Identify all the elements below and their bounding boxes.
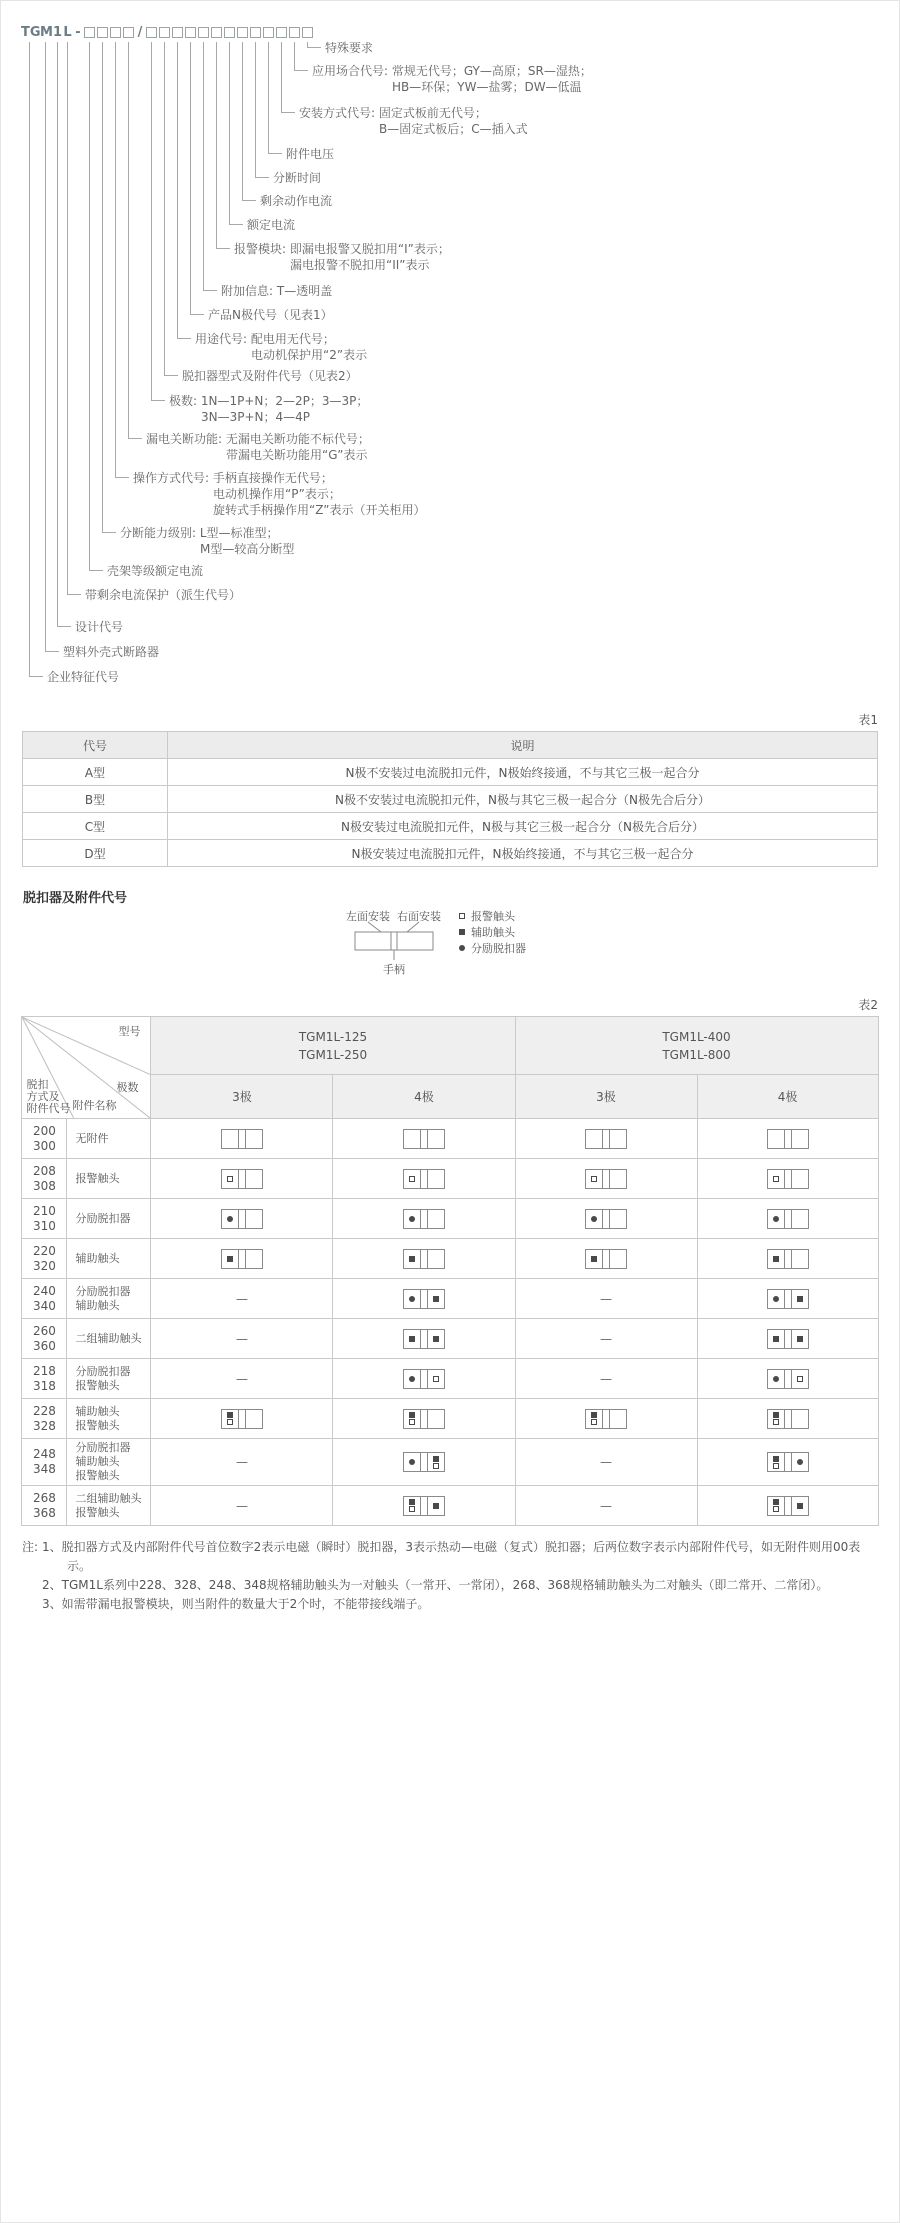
trip-code-cell: 260 360 (22, 1319, 67, 1359)
shunt-release-symbol (797, 1459, 803, 1465)
model-code-char: TG (21, 25, 41, 40)
leader-line (203, 42, 217, 291)
table2-row (22, 1486, 878, 1526)
auxiliary-contact-symbol (433, 1296, 439, 1302)
shunt-release-symbol (409, 1376, 415, 1382)
code-position-label: 分断能力级别: L型—标准型； M型—较高分断型 (120, 526, 295, 556)
table1-row (23, 813, 878, 840)
handle-slot (420, 1250, 428, 1268)
alarm-contact-symbol (773, 1506, 779, 1512)
type-description-cell: N极不安装过电流脱扣元件，N极与其它三极一起合分（N极先合后分） (168, 786, 878, 813)
handle-slot (784, 1210, 792, 1228)
accessory-name-cell: 二组辅助触头 (67, 1319, 151, 1359)
accessory-section-heading: 脱扣器及附件代号 (23, 891, 128, 906)
alarm-contact-symbol (433, 1463, 439, 1469)
code-digit-box (289, 27, 300, 38)
shunt-release-symbol (459, 945, 465, 951)
handle-slot (784, 1330, 792, 1348)
poles-header: 3极 (151, 1075, 333, 1119)
auxiliary-contact-symbol (459, 929, 465, 935)
model-code-line (21, 25, 313, 40)
leader-line (242, 42, 256, 201)
handle-slot (602, 1210, 610, 1228)
accessory-position-diagram (403, 1496, 445, 1516)
configuration-cell (333, 1199, 515, 1239)
accessory-position-diagram (585, 1209, 627, 1229)
handle-slot (602, 1170, 610, 1188)
leader-line (307, 42, 321, 48)
handle-slot (238, 1170, 246, 1188)
notes-section (22, 1538, 878, 1614)
code-digit-box (185, 27, 196, 38)
code-position-label: 附加信息: T—透明盖 (221, 284, 333, 298)
auxiliary-contact-symbol (591, 1256, 597, 1262)
note-item: 2、TGM1L系列中228、328、248、348规格辅助触头为一对触头（一常开、一常闭），268、368规格辅助触头为二对触头（即二常开、二常闭）。 (42, 1578, 829, 1592)
shunt-release-symbol (227, 1216, 233, 1222)
shunt-release-symbol (409, 1459, 415, 1465)
accessory-position-diagram (221, 1249, 263, 1269)
configuration-cell: — (515, 1439, 697, 1486)
configuration-cell (697, 1359, 878, 1399)
configuration-cell (333, 1119, 515, 1159)
alarm-contact-symbol (591, 1176, 597, 1182)
configuration-cell (515, 1239, 697, 1279)
handle-slot (420, 1170, 428, 1188)
code-digit-box (263, 27, 274, 38)
code-position-label: 产品N极代号（见表1） (208, 308, 333, 322)
left-install-label: 左面安装 (346, 910, 390, 923)
configuration-cell (697, 1119, 878, 1159)
handle-slot (420, 1497, 428, 1515)
accessory-position-diagram (585, 1249, 627, 1269)
configuration-cell (333, 1279, 515, 1319)
auxiliary-contact-symbol (433, 1336, 439, 1342)
accessory-position-diagram (221, 1129, 263, 1149)
configuration-cell (151, 1199, 333, 1239)
legend-label: 分励脱扣器 (471, 942, 526, 955)
accessory-name-cell: 辅助触头 (67, 1239, 151, 1279)
alarm-contact-symbol (773, 1463, 779, 1469)
shunt-release-symbol (773, 1216, 779, 1222)
configuration-cell: — (151, 1439, 333, 1486)
code-digit-box (172, 27, 183, 38)
code-position-label: 设计代号 (75, 620, 124, 634)
handle-slot (602, 1130, 610, 1148)
code-digit-box (224, 27, 235, 38)
accessory-position-diagram (221, 1169, 263, 1189)
code-position-label: 额定电流 (247, 218, 296, 232)
code-position-label: 报警模块: 即漏电报警又脱扣用“I”表示； 漏电报警不脱扣用“II”表示 (234, 242, 450, 272)
model-group-header: TGM1L-400 TGM1L-800 (515, 1017, 878, 1075)
code-position-label: 安装方式代号: 固定式板前无代号； B—固定式板后；C—插入式 (299, 106, 528, 136)
code-position-label: 塑料外壳式断路器 (63, 645, 160, 659)
type-code-cell: B型 (23, 786, 168, 813)
table2-row (22, 1279, 878, 1319)
accessory-position-diagram (767, 1369, 809, 1389)
configuration-cell (697, 1399, 878, 1439)
accessory-position-diagram (585, 1169, 627, 1189)
poles-header: 3极 (515, 1075, 697, 1119)
type-code-cell: A型 (23, 759, 168, 786)
auxiliary-contact-symbol (227, 1256, 233, 1262)
configuration-cell (151, 1119, 333, 1159)
leader-line (294, 42, 308, 71)
accessory-position-diagram (767, 1249, 809, 1269)
accessory-position-diagram (403, 1169, 445, 1189)
code-position-label: 附件电压 (286, 147, 335, 161)
table2-row (22, 1439, 878, 1486)
leader-line (151, 42, 165, 401)
leader-line (281, 42, 295, 113)
alarm-contact-symbol (773, 1419, 779, 1425)
accessory-position-diagram (403, 1409, 445, 1429)
accessory-position-diagram (403, 1209, 445, 1229)
accessory-position-diagram (403, 1452, 445, 1472)
configuration-cell: — (151, 1486, 333, 1526)
notes-label: 注: (22, 1540, 39, 1554)
code-position-label: 特殊要求 (325, 41, 374, 55)
alarm-contact-symbol (459, 913, 465, 919)
configuration-cell (151, 1239, 333, 1279)
model-group-header: TGM1L-125 TGM1L-250 (151, 1017, 515, 1075)
auxiliary-contact-symbol (433, 1456, 439, 1462)
handle-slot (784, 1453, 792, 1471)
shunt-release-symbol (409, 1216, 415, 1222)
auxiliary-contact-symbol (433, 1503, 439, 1509)
code-position-label: 漏电关断功能: 无漏电关断功能不标代号； 带漏电关断功能用“G”表示 (146, 432, 370, 462)
table2-row (22, 1399, 878, 1439)
handle-slot (784, 1497, 792, 1515)
code-digit-box (110, 27, 121, 38)
configuration-cell (697, 1199, 878, 1239)
auxiliary-contact-symbol (773, 1499, 779, 1505)
handle-slot (238, 1130, 246, 1148)
alarm-contact-symbol (773, 1176, 779, 1182)
configuration-cell (697, 1159, 878, 1199)
trip-code-cell: 200 300 (22, 1119, 67, 1159)
code-digit-box (146, 27, 157, 38)
handle-slot (784, 1410, 792, 1428)
code-position-label: 壳架等级额定电流 (107, 564, 204, 578)
code-position-label: 极数: 1N—1P+N；2—2P；3—3P； 3N—3P+N；4—4P (169, 394, 369, 424)
code-position-label: 带剩余电流保护（派生代号） (85, 588, 242, 602)
accessory-position-diagram (767, 1409, 809, 1429)
auxiliary-contact-symbol (773, 1456, 779, 1462)
auxiliary-contact-symbol (797, 1296, 803, 1302)
poles-header: 4极 (333, 1075, 515, 1119)
accessory-position-diagram (767, 1169, 809, 1189)
symbol-legend (459, 908, 526, 956)
right-install-label: 右面安装 (397, 910, 441, 923)
leader-line (45, 42, 59, 652)
trip-code-cell: 240 340 (22, 1279, 67, 1319)
accessory-name-cell: 分励脱扣器 辅助触头 (67, 1279, 151, 1319)
code-digit-box (159, 27, 170, 38)
leader-line (164, 42, 178, 376)
configuration-cell: — (515, 1279, 697, 1319)
trip-code-cell: 268 368 (22, 1486, 67, 1526)
table2-row (22, 1119, 878, 1159)
accessory-position-diagram (403, 1289, 445, 1309)
leader-line (190, 42, 204, 315)
accessory-position-diagram (585, 1409, 627, 1429)
handle-slot (784, 1290, 792, 1308)
table1-header-desc: 说明 (168, 732, 878, 759)
breaker-top-view-drawing (341, 908, 451, 992)
handle-slot (420, 1130, 428, 1148)
configuration-cell: — (515, 1486, 697, 1526)
trip-accessory-code-table (21, 1016, 878, 1526)
configuration-cell (333, 1359, 515, 1399)
install-position-diagram (341, 908, 899, 992)
note-items (42, 1538, 878, 1614)
configuration-cell (333, 1159, 515, 1199)
accessory-position-diagram (767, 1496, 809, 1516)
alarm-contact-symbol (797, 1376, 803, 1382)
table2-model-row (22, 1017, 878, 1075)
configuration-cell: — (151, 1359, 333, 1399)
handle-slot (420, 1410, 428, 1428)
accessory-position-diagram (767, 1452, 809, 1472)
accessory-position-diagram (767, 1329, 809, 1349)
handle-slot (420, 1330, 428, 1348)
configuration-cell (515, 1399, 697, 1439)
leader-line (229, 42, 243, 225)
leader-line (268, 42, 282, 154)
type-code-cell: D型 (23, 840, 168, 867)
auxiliary-contact-symbol (591, 1412, 597, 1418)
accessory-position-diagram (767, 1129, 809, 1149)
configuration-cell (333, 1239, 515, 1279)
table2-row (22, 1159, 878, 1199)
note-item: 3、如需带漏电报警模块，则当附件的数量大于2个时，不能带接线端子。 (42, 1597, 430, 1611)
table2-row (22, 1359, 878, 1399)
code-digit-box (198, 27, 209, 38)
accessory-position-diagram (403, 1129, 445, 1149)
configuration-cell: — (151, 1279, 333, 1319)
code-digit-box (237, 27, 248, 38)
accessory-position-diagram (403, 1329, 445, 1349)
code-position-label: 分断时间 (273, 171, 322, 185)
handle-label: 手柄 (383, 963, 405, 976)
handle-slot (420, 1290, 428, 1308)
configuration-cell (515, 1199, 697, 1239)
auxiliary-contact-symbol (409, 1412, 415, 1418)
trip-code-cell: 218 318 (22, 1359, 67, 1399)
code-position-label: 用途代号: 配电用无代号； 电动机保护用“2”表示 (195, 332, 368, 362)
shunt-release-symbol (591, 1216, 597, 1222)
alarm-contact-symbol (409, 1419, 415, 1425)
type-description-cell: N极安装过电流脱扣元件，N极与其它三极一起合分（N极先合后分） (168, 813, 878, 840)
note-item: 1、脱扣器方式及内部附件代号首位数字2表示电磁（瞬时）脱扣器，3表示热动—电磁（复式）脱扣器；后两位数字表示内部附件代号，如无附件则用00表示。 (42, 1540, 861, 1573)
table2-tag: 表2 (858, 998, 878, 1012)
accessory-position-diagram (403, 1249, 445, 1269)
auxiliary-contact-symbol (773, 1412, 779, 1418)
accessory-position-diagram (767, 1289, 809, 1309)
table1-header-code: 代号 (23, 732, 168, 759)
accessory-name-cell: 二组辅助触头 报警触头 (67, 1486, 151, 1526)
leader-line (89, 42, 103, 571)
trip-code-cell: 210 310 (22, 1199, 67, 1239)
auxiliary-contact-symbol (773, 1256, 779, 1262)
leader-line (57, 42, 71, 627)
corner-model-label: 型号 (118, 1025, 141, 1038)
table2-corner-cell (22, 1017, 151, 1119)
table1-tag: 表1 (858, 713, 878, 727)
code-position-label: 企业特征代号 (47, 670, 120, 684)
accessory-name-cell: 报警触头 (67, 1159, 151, 1199)
code-digit-box (302, 27, 313, 38)
trip-code-cell: 248 348 (22, 1439, 67, 1486)
handle-slot (784, 1130, 792, 1148)
handle-slot (420, 1370, 428, 1388)
alarm-contact-symbol (409, 1176, 415, 1182)
legend-alarm-contact (459, 908, 526, 924)
accessory-name-cell: 分励脱扣器 辅助触头 报警触头 (67, 1439, 151, 1486)
legend-label: 辅助触头 (471, 926, 515, 939)
table1-row (23, 840, 878, 867)
handle-slot (602, 1410, 610, 1428)
handle-slot (238, 1410, 246, 1428)
alarm-contact-symbol (591, 1419, 597, 1425)
model-code-char: M (40, 25, 53, 40)
accessory-name-cell: 无附件 (67, 1119, 151, 1159)
code-position-label: 脱扣器型式及附件代号（见表2） (182, 369, 358, 383)
code-position-label: 应用场合代号: 常规无代号；GY—高原；SR—湿热； HB—环保；YW—盐雾；DW—低温 (312, 64, 592, 94)
table1-row (23, 786, 878, 813)
alarm-contact-symbol (409, 1506, 415, 1512)
handle-slot (238, 1250, 246, 1268)
model-code-char: 1 (53, 25, 63, 40)
handle-slot (784, 1170, 792, 1188)
configuration-cell: — (515, 1319, 697, 1359)
shunt-release-symbol (773, 1376, 779, 1382)
configuration-cell (697, 1439, 878, 1486)
trip-code-cell: 208 308 (22, 1159, 67, 1199)
legend-label: 报警触头 (471, 910, 515, 923)
handle-slot (602, 1250, 610, 1268)
model-designation-diagram (1, 1, 899, 707)
shunt-release-symbol (409, 1296, 415, 1302)
leader-line (115, 42, 129, 478)
leader-line (177, 42, 191, 339)
n-pole-type-table (22, 731, 878, 867)
auxiliary-contact-symbol (409, 1499, 415, 1505)
model-code-char: L (63, 25, 72, 40)
handle-slot (238, 1210, 246, 1228)
poles-header: 4极 (697, 1075, 878, 1119)
code-position-label: 操作方式代号: 手柄直接操作无代号； 电动机操作用“P”表示； 旋转式手柄操作用“Z”表示（开关柜用） (133, 471, 426, 517)
accessory-name-cell: 分励脱扣器 (67, 1199, 151, 1239)
configuration-cell: — (515, 1359, 697, 1399)
code-digit-box (211, 27, 222, 38)
accessory-position-diagram (403, 1369, 445, 1389)
accessory-name-cell: 分励脱扣器 报警触头 (67, 1359, 151, 1399)
leader-line (102, 42, 116, 533)
configuration-cell (151, 1399, 333, 1439)
configuration-cell (697, 1279, 878, 1319)
code-digit-box (276, 27, 287, 38)
code-digit-box (84, 27, 95, 38)
model-code-char: - (75, 25, 81, 40)
code-digit-box (123, 27, 134, 38)
auxiliary-contact-symbol (409, 1336, 415, 1342)
accessory-name-cell: 辅助触头 报警触头 (67, 1399, 151, 1439)
leader-line (29, 42, 43, 677)
legend-shunt-release (459, 940, 526, 956)
handle-slot (784, 1250, 792, 1268)
configuration-cell (151, 1159, 333, 1199)
handle-slot (420, 1453, 428, 1471)
accessory-position-diagram (221, 1409, 263, 1429)
code-digit-box (97, 27, 108, 38)
configuration-cell (333, 1486, 515, 1526)
code-digit-box (250, 27, 261, 38)
configuration-cell: — (151, 1319, 333, 1359)
code-separator: / (137, 25, 143, 40)
configuration-cell (333, 1399, 515, 1439)
alarm-contact-symbol (227, 1176, 233, 1182)
configuration-cell (515, 1119, 697, 1159)
table2-row (22, 1319, 878, 1359)
auxiliary-contact-symbol (797, 1336, 803, 1342)
trip-code-cell: 228 328 (22, 1399, 67, 1439)
corner-accessory-label: 附件名称 (72, 1099, 117, 1112)
type-description-cell: N极安装过电流脱扣元件，N极始终接通，不与其它三极一起合分 (168, 840, 878, 867)
corner-trip-label: 脱扣 方式及 附件代号 (26, 1078, 71, 1115)
trip-code-cell: 220 320 (22, 1239, 67, 1279)
corner-poles-label: 极数 (116, 1081, 139, 1094)
auxiliary-contact-symbol (227, 1412, 233, 1418)
auxiliary-contact-symbol (773, 1336, 779, 1342)
table1-header-row (23, 732, 878, 759)
auxiliary-contact-symbol (797, 1503, 803, 1509)
accessory-position-diagram (221, 1209, 263, 1229)
type-description-cell: N极不安装过电流脱扣元件，N极始终接通，不与其它三极一起合分 (168, 759, 878, 786)
configuration-cell (333, 1439, 515, 1486)
shunt-release-symbol (773, 1296, 779, 1302)
accessory-position-diagram (767, 1209, 809, 1229)
table1-row (23, 759, 878, 786)
leader-line (216, 42, 230, 249)
auxiliary-contact-symbol (409, 1256, 415, 1262)
alarm-contact-symbol (433, 1376, 439, 1382)
configuration-cell (697, 1239, 878, 1279)
legend-auxiliary-contact (459, 924, 526, 940)
configuration-cell (697, 1319, 878, 1359)
handle-slot (420, 1210, 428, 1228)
leader-line (255, 42, 269, 178)
type-code-cell: C型 (23, 813, 168, 840)
alarm-contact-symbol (227, 1419, 233, 1425)
code-position-label: 剩余动作电流 (260, 194, 333, 208)
configuration-cell (333, 1319, 515, 1359)
handle-slot (784, 1370, 792, 1388)
leader-line (128, 42, 142, 439)
table2-row (22, 1199, 878, 1239)
configuration-cell (515, 1159, 697, 1199)
table2-row (22, 1239, 878, 1279)
configuration-cell (697, 1486, 878, 1526)
accessory-position-diagram (585, 1129, 627, 1149)
